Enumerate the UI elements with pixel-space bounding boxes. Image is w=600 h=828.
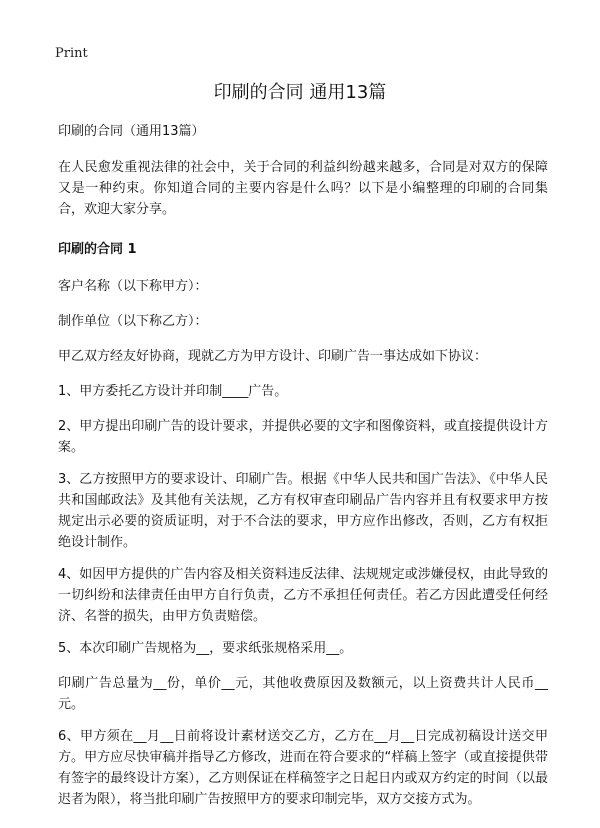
section-heading: 印刷的合同 1 [58,242,137,257]
clause-5-total: 印刷广告总量为__份，单价__元，其他收费原因及数额元，以上资费共计人民币__元。 [58,676,548,712]
print-label: Print [55,46,88,61]
clause-2: 2、甲方提出印刷广告的设计要求，并提供必要的文字和图像资料，或直接提供设计方案。 [58,419,548,455]
clause-3: 3、乙方按照甲方的要求设计、印刷广告。根据《中华人民共和国广告法》、《中华人民共和国邮政法》及其他有关法规，乙方有权审查印刷品广告内容并且有权要求甲方按规定出示必要的资质证明，对于不合法的要求，甲方应作出修改，否则，乙方有权拒绝设计制作。 [58,472,548,550]
clause-4: 4、如因甲方提供的广告内容及相关资料违反法律、法规规定或涉嫌侵权，由此导致的一切纠纷和法律责任由甲方自行负责，乙方不承担任何责任。若乙方因此遭受任何经济、名誉的损失，由甲方负责赔偿。 [58,567,548,624]
clause-5: 5、本次印刷广告规格为__，要求纸张规格采用__。 [58,641,353,656]
page-title: 印刷的合同 通用13篇 [213,82,387,103]
clause-producer-name: 制作单位（以下称乙方）： [58,314,208,329]
document-body [58,121,548,821]
clause-6: 6、甲方须在__月__日前将设计素材送交乙方，乙方在__月__日完成初稿设计送交甲方。甲方应尽快审稿并指导乙方修改，进而在符合要求的“样稿上签字（或直接提供带有签字的最终设计方案），乙方则保证在样稿签字之日起日内或双方约定的时间（以最迟者为限），将当批印刷广告按照甲方的要求印制完毕，双方交接方式为。 [58,729,548,807]
clause-1: 1、甲方委托乙方设计并印制____广告。 [58,384,288,399]
clause-agreement-intro: 甲乙双方经友好协商，现就乙方为甲方设计、印刷广告一事达成如下协议： [58,349,488,364]
document-subtitle: 印刷的合同（通用13篇） [58,124,205,139]
intro-paragraph: 在人民愈发重视法律的社会中，关于合同的利益纠纷越来越多，合同是对双方的保障又是一种约束。你知道合同的主要内容是什么吗？以下是小编整理的印刷的合同集合，欢迎大家分享。 [58,160,548,217]
clause-client-name: 客户名称（以下称甲方）： [58,279,208,294]
